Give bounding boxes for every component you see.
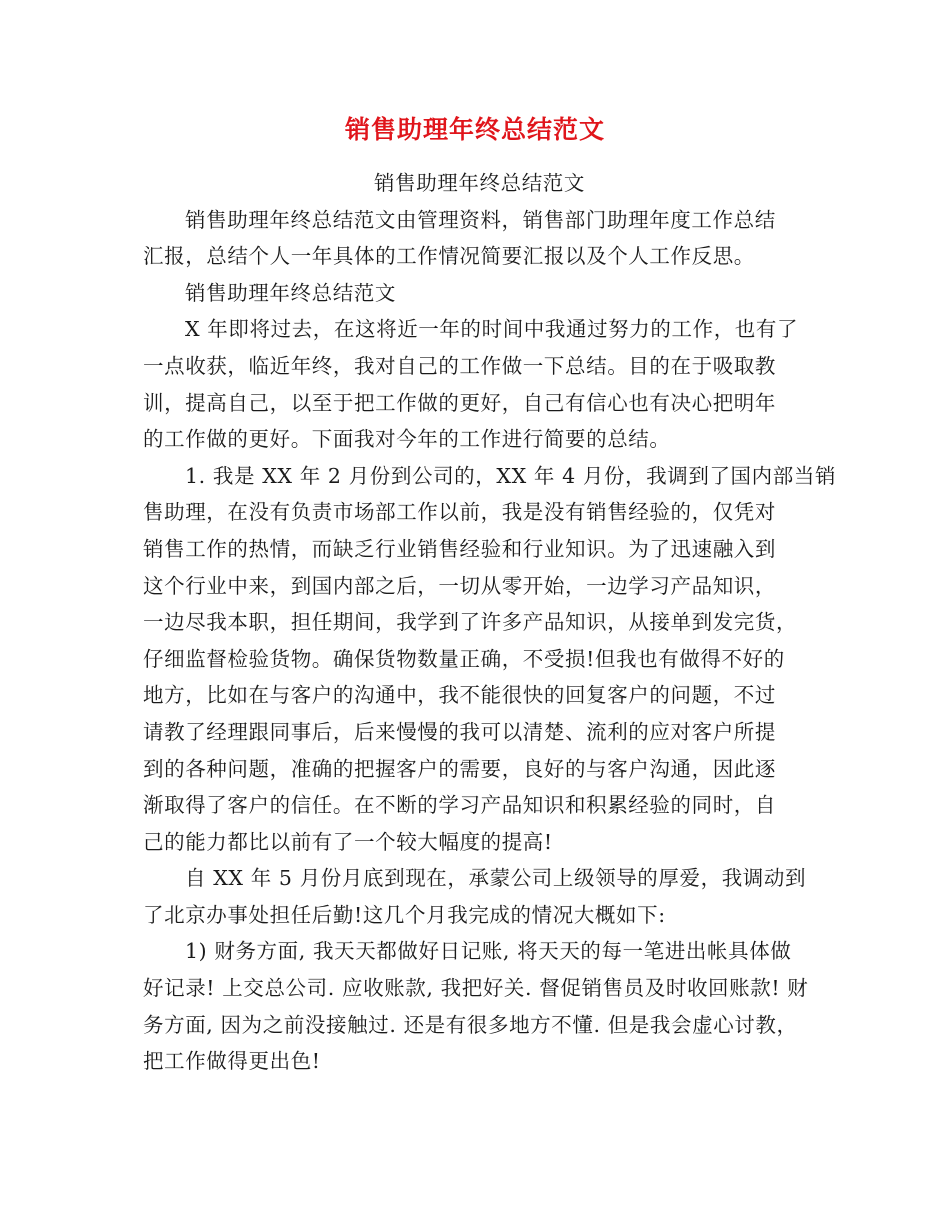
paragraph-line: 的工作做的更好。下面我对今年的工作进行简要的总结。 [143, 427, 671, 452]
paragraph-line: 务方面, 因为之前没接触过. 还是有很多地方不懂. 但是我会虚心讨教， [143, 1012, 798, 1037]
paragraph-heading-repeat [143, 275, 808, 312]
paragraph-line: 售助理，在没有负责市场部工作以前，我是没有销售经验的，仅凭对 [143, 500, 776, 525]
document-subtitle: 销售助理年终总结范文 [374, 171, 585, 195]
paragraph-line: 一边尽我本职，担任期间，我学到了许多产品知识，从接单到发完货， [143, 610, 798, 635]
paragraph-line: 一点收获，临近年终，我对自己的工作做一下总结。目的在于吸取教 [143, 353, 776, 378]
paragraph-item-1 [143, 458, 837, 861]
paragraph-line: 1. 我是 XX 年 2 月份到公司的，XX 年 4 月份，我调到了国内部当销 [185, 463, 837, 488]
paragraph-line: 了北京办事处担任后勤!这几个月我完成的情况大概如下: [143, 902, 666, 927]
paragraph-intro [143, 202, 808, 275]
paragraph-opening [143, 311, 808, 457]
paragraph-line: 地方，比如在与客户的沟通中，我不能很快的回复客户的问题，不过 [143, 683, 776, 708]
paragraph-line: 自 XX 年 5 月份月底到现在，承蒙公司上级领导的厚爱，我调动到 [185, 866, 807, 891]
paragraph-line: 好记录! 上交总公司. 应收账款, 我把好关. 督促销售员及时收回账款! 财 [143, 976, 809, 1001]
paragraph-line: 己的能力都比以前有了一个较大幅度的提高! [143, 829, 553, 854]
paragraph-finance [143, 933, 808, 1079]
paragraph-transfer [143, 860, 808, 933]
paragraph-line: 销售助理年终总结范文 [185, 280, 396, 305]
paragraph-line: 仔细监督检验货物。确保货物数量正确，不受损!但我也有做得不好的 [143, 646, 785, 671]
paragraph-line: X 年即将过去，在这将近一年的时间中我通过努力的工作，也有了 [185, 317, 799, 342]
document-title: 销售助理年终总结范文 [344, 115, 605, 144]
paragraph-line: 把工作做得更出色! [143, 1049, 321, 1074]
paragraph-line: 请教了经理跟同事后，后来慢慢的我可以清楚、流利的应对客户所提 [143, 719, 776, 744]
paragraph-line: 1) 财务方面, 我天天都做好日记账, 将天天的每一笔进出帐具体做 [185, 939, 792, 964]
paragraph-line: 渐取得了客户的信任。在不断的学习产品知识和积累经验的同时，自 [143, 793, 776, 818]
paragraph-line: 销售工作的热情，而缺乏行业销售经验和行业知识。为了迅速融入到 [143, 536, 776, 561]
paragraph-line: 汇报，总结个人一年具体的工作情况简要汇报以及个人工作反思。 [143, 244, 755, 269]
paragraph-line: 训，提高自己，以至于把工作做的更好，自己有信心也有决心把明年 [143, 390, 776, 415]
paragraph-line: 到的各种问题，准确的把握客户的需要，良好的与客户沟通，因此逐 [143, 756, 776, 781]
paragraph-line: 这个行业中来，到国内部之后，一切从零开始，一边学习产品知识， [143, 573, 776, 598]
paragraph-line: 销售助理年终总结范文由管理资料，销售部门助理年度工作总结 [185, 207, 776, 232]
document-body [143, 165, 837, 1080]
